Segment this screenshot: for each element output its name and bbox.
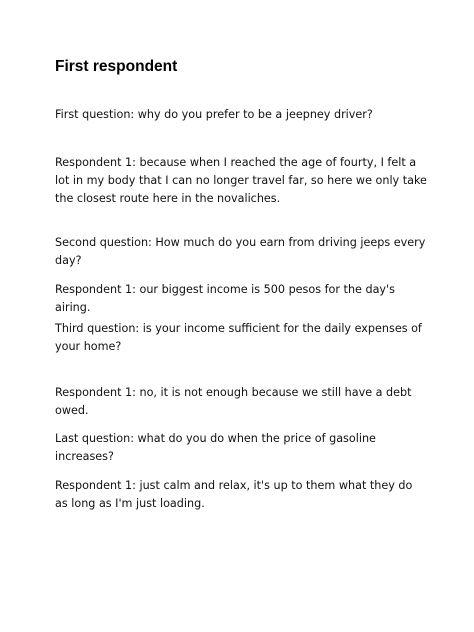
answer-4: Respondent 1: just calm and relax, it's up to them what they do as long as I'm just loading. — [55, 479, 413, 510]
answer-2: Respondent 1: our biggest income is 500 pesos for the day's airing. — [55, 283, 395, 314]
document-title: First respondent — [55, 58, 178, 75]
question-2: Second question: How much do you earn from driving jeeps every day? — [55, 236, 426, 267]
question-3: Third question: is your income sufficient for the daily expenses of your home? — [55, 322, 422, 353]
answer-3: Respondent 1: no, it is not enough because we still have a debt owed. — [55, 386, 412, 417]
question-1: First question: why do you prefer to be a jeepney driver? — [55, 108, 373, 121]
question-4: Last question: what do you do when the price of gasoline increases? — [55, 432, 376, 463]
answer-1: Respondent 1: because when I reached the age of fourty, I felt a lot in my body that I can no longer travel far, so here we only take the closest route here in the novaliches. — [55, 156, 427, 205]
